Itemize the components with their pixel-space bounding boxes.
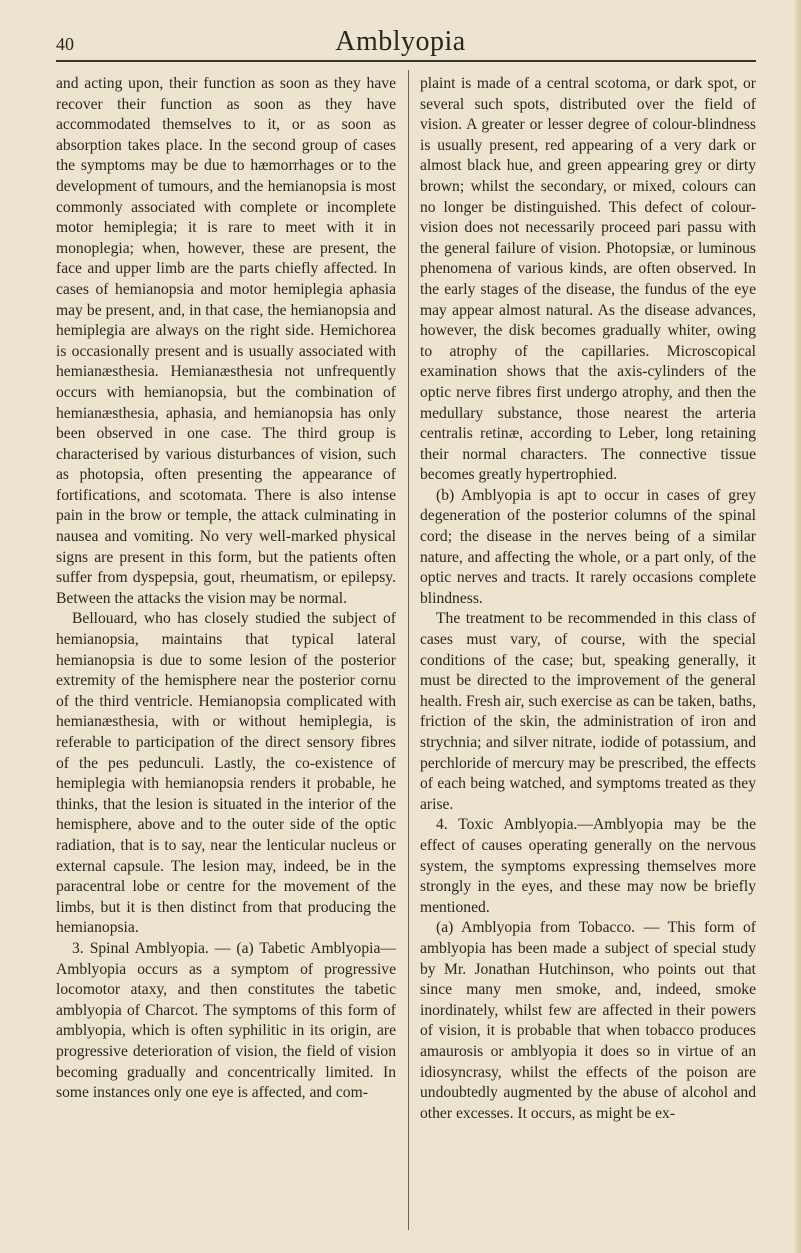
left-column	[56, 74, 396, 1234]
paragraph: (a) Amblyopia from Tobacco. — This form of amblyopia has been made a subject of special study by Mr. Jonathan Hutchinson, who points out that since many men smoke, and, indeed, smoke inordinately, whilst few are affected in their powers of vision, it is probable that when tobacco produces amaurosis or amblyopia it does so in virtue of an idiosyncrasy, whilst the effects of the poison are undoubtedly augmented by the abuse of alcohol and other excesses. It occurs, as might be ex-	[420, 919, 756, 1122]
running-head-title: Amblyopia	[335, 26, 466, 57]
paragraph: The treatment to be recommended in this class of cases must vary, of course, with the special conditions of the case; but, speaking generally, it must be directed to the improvement of the general health. Fresh air, such exercise as can be taken, baths, friction of the skin, the administration of iron and strychnia; and silver nitrate, iodide of potassium, and perchloride of mercury may be prescribed, the effects of each being watched, and symptoms treated as they arise.	[420, 610, 756, 813]
page-edge	[795, 0, 801, 1253]
right-column	[420, 74, 756, 1234]
paragraph: 4. Toxic Amblyopia.—Amblyopia may be the effect of causes operating generally on the nervous system, the symptoms expressing themselves more strongly in the eyes, and these may now be briefly mentioned.	[420, 816, 756, 916]
page-number: 40	[56, 34, 74, 54]
paragraph: (b) Amblyopia is apt to occur in cases of grey degeneration of the posterior columns of the spinal cord; the disease in the nerves being of a similar nature, and affecting the whole, or a part only, of the optic nerves and tracts. It rarely occasions complete blindness.	[420, 486, 756, 607]
column-divider	[408, 70, 409, 1230]
paragraph: Bellouard, who has closely studied the subject of hemianopsia, maintains that typical lateral hemianopsia is due to some lesion of the posterior extremity of the hemisphere near the posterior cornu of the third ventricle. Hemianopsia complicated with hemianæsthesia, with or without hemiplegia, is referable to participation of the direct sensory fibres of the pes pedunculi. Lastly, the co-existence of hemiplegia with hemianopsia renders it probable, he thinks, that the lesion is situated in the interior of the hemisphere, above and to the outer side of the optic radiation, that is to say, near the lenticular nucleus or external capsule. The lesion may, indeed, be in the paracentral lobe or centre for the movement of the limbs, but it is then distinct from that producing the hemianopsia.	[56, 610, 396, 937]
paragraph: 3. Spinal Amblyopia. — (a) Tabetic Amblyopia—Amblyopia occurs as a symptom of progressive locomotor ataxy, and then constitutes the tabetic amblyopia of Charcot. The symptoms of this form of amblyopia, which is often syphilitic in its origin, are progressive deterioration of vision, the field of vision becoming gradually and concentrically limited. In some instances only one eye is affected, and com-	[56, 939, 396, 1102]
header-rule	[56, 60, 756, 62]
paragraph: plaint is made of a central scotoma, or dark spot, or several such spots, distributed over the field of vision. A greater or lesser degree of colour-blindness is usually present, red appearing of a very dark or almost black hue, and green appearing grey or dirty brown; whilst the secondary, or mixed, colours can no longer be distinguished. This defect of colour-vision does not necessarily proceed pari passu with the general failure of vision. Photopsiæ, or luminous phenomena of various kinds, are often observed. In the early stages of the disease, the fundus of the eye may appear almost natural. As the disease advances, however, the disk becomes gradually whiter, owing to atrophy of the capillaries. Microscopical examination shows that the axis-cylinders of the optic nerve fibres first undergo atrophy, and then the medullary substance, those nearest the arteria centralis retinæ, according to Leber, long retaining their normal characters. The connective tissue becomes greatly hypertrophied.	[420, 75, 756, 484]
paragraph: and acting upon, their function as soon as they have recover their function as soon as they have accommodated themselves to it, or as soon as absorption takes place. In the second group of cases the symptoms may be due to hæmorrhages or to the development of tumours, and the hemianopsia is most commonly associated with complete or incomplete motor hemiplegia; it is rare to meet with it in monoplegia; when, however, these are present, the face and upper limb are the parts chiefly affected. In cases of hemianopsia and motor hemiplegia aphasia may be present, and, in that case, the hemianopsia and hemiplegia are always on the right side. Hemichorea is occasionally present and is usually associated with hemianæsthesia. Hemianæsthesia not unfrequently occurs with hemianopsia, but the combination of hemianæsthesia, aphasia, and hemianopsia has only been observed in one case. The third group is characterised by various disturbances of vision, such as photopsia, often presenting the appearance of fortifications, and scotomata. There is also intense pain in the brow or temple, the attack culminating in nausea and vomiting. No very well-marked physical signs are present in this form, but the patients often suffer from dyspepsia, gout, rheumatism, or epilepsy. Between the attacks the vision may be normal.	[56, 75, 396, 607]
